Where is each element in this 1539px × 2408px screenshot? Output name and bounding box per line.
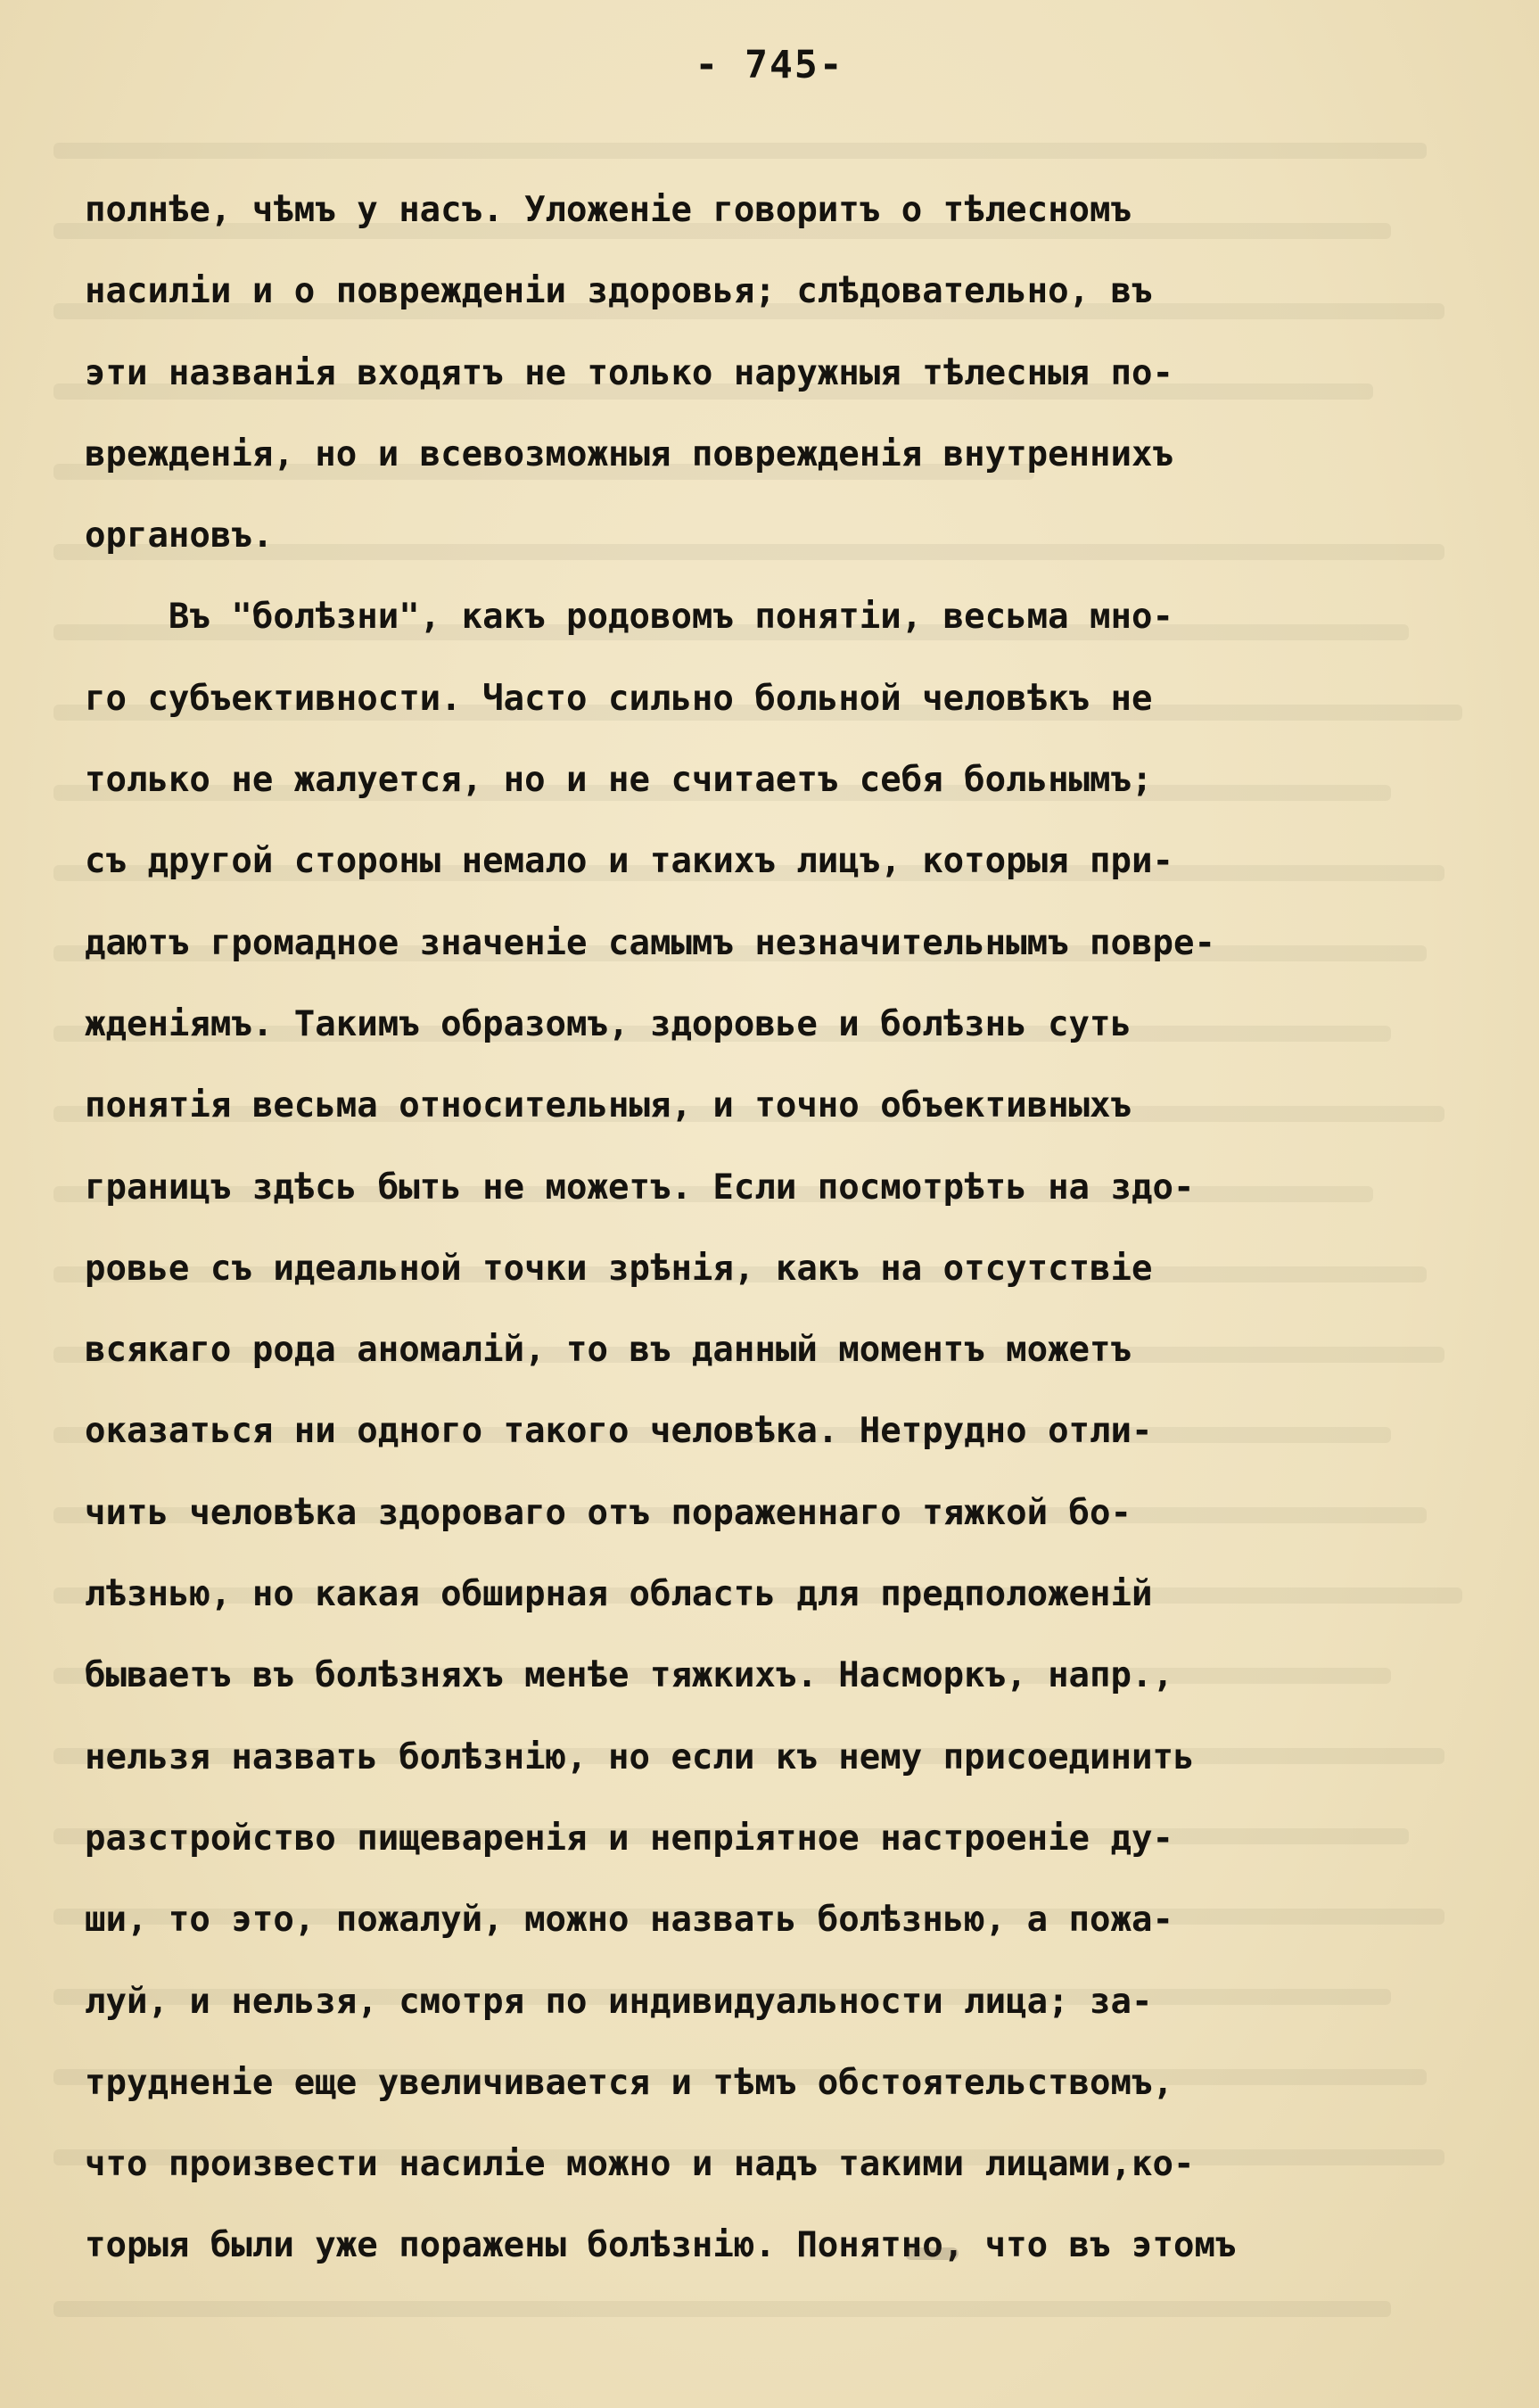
text-line: лѣзнью, но какая обширная область для предположенiй (85, 1574, 1153, 1615)
text-line: торыя были уже поражены болѣзнiю. Понятно, что въ этомъ (85, 2225, 1237, 2266)
text-line: насилiи и о поврежденiи здоровья; слѣдовательно, въ (85, 271, 1153, 312)
text-line: полнѣе, чѣмъ у насъ. Уложенiе говоритъ о тѣлесномъ (85, 190, 1132, 230)
text-line: границъ здѣсь быть не можетъ. Если посмотрѣть на здо- (85, 1167, 1195, 1208)
text-line: го субъективности. Часто сильно больной человѣкъ не (85, 678, 1153, 719)
body-text (85, 169, 1395, 2287)
text-line: луй, и нельзя, смотря по индивидуальности лица; за- (85, 1981, 1153, 2022)
text-line: даютъ громадное значенiе самымъ незначительнымъ повре- (85, 922, 1215, 963)
ink-smudge (905, 2247, 959, 2260)
text-line: органовъ. (85, 515, 274, 557)
text-line: жденiямъ. Такимъ образомъ, здоровье и болѣзнь суть (85, 1003, 1132, 1044)
text-line: трудненiе еще увеличивается и тѣмъ обстоятельствомъ, (85, 2062, 1173, 2103)
text-line: оказаться ни одного такого человѣка. Нетрудно отли- (85, 1411, 1153, 1452)
text-line: понятiя весьма относительныя, и точно объективныхъ (85, 1085, 1132, 1126)
text-line: ровье съ идеальной точки зрѣнiя, какъ на отсутствiе (85, 1248, 1153, 1289)
text-line: разстройство пищеваренiя и непрiятное настроенiе ду- (85, 1818, 1173, 1859)
text-line: съ другой стороны немало и такихъ лицъ, которыя при- (85, 841, 1173, 882)
text-line: всякаго рода аномалiй, то въ данный моментъ можетъ (85, 1330, 1132, 1371)
text-line: только не жалуется, но и не считаетъ себя больнымъ; (85, 760, 1153, 801)
text-line: нельзя назвать болѣзнiю, но если къ нему присоединить (85, 1736, 1195, 1777)
text-line: ши, то это, пожалуй, можно назвать болѣзнью, а пожа- (85, 1900, 1173, 1941)
text-line: бываетъ въ болѣзняхъ менѣе тяжкихъ. Насморкъ, напр., (85, 1655, 1173, 1696)
text-line: Въ "болѣзни", какъ родовомъ понятiи, весьма мно- (85, 597, 1173, 638)
text-line: врежденiя, но и всевозможныя поврежденiя внутреннихъ (85, 433, 1173, 474)
text-line: эти названiя входятъ не только наружныя тѣлесныя по- (85, 352, 1173, 393)
text-line: чить человѣка здороваго отъ пораженнаго тяжкой бо- (85, 1492, 1132, 1533)
text-line: что произвести насилiе можно и надъ такими лицами,ко- (85, 2144, 1195, 2185)
page-number: - 745- (695, 43, 844, 87)
